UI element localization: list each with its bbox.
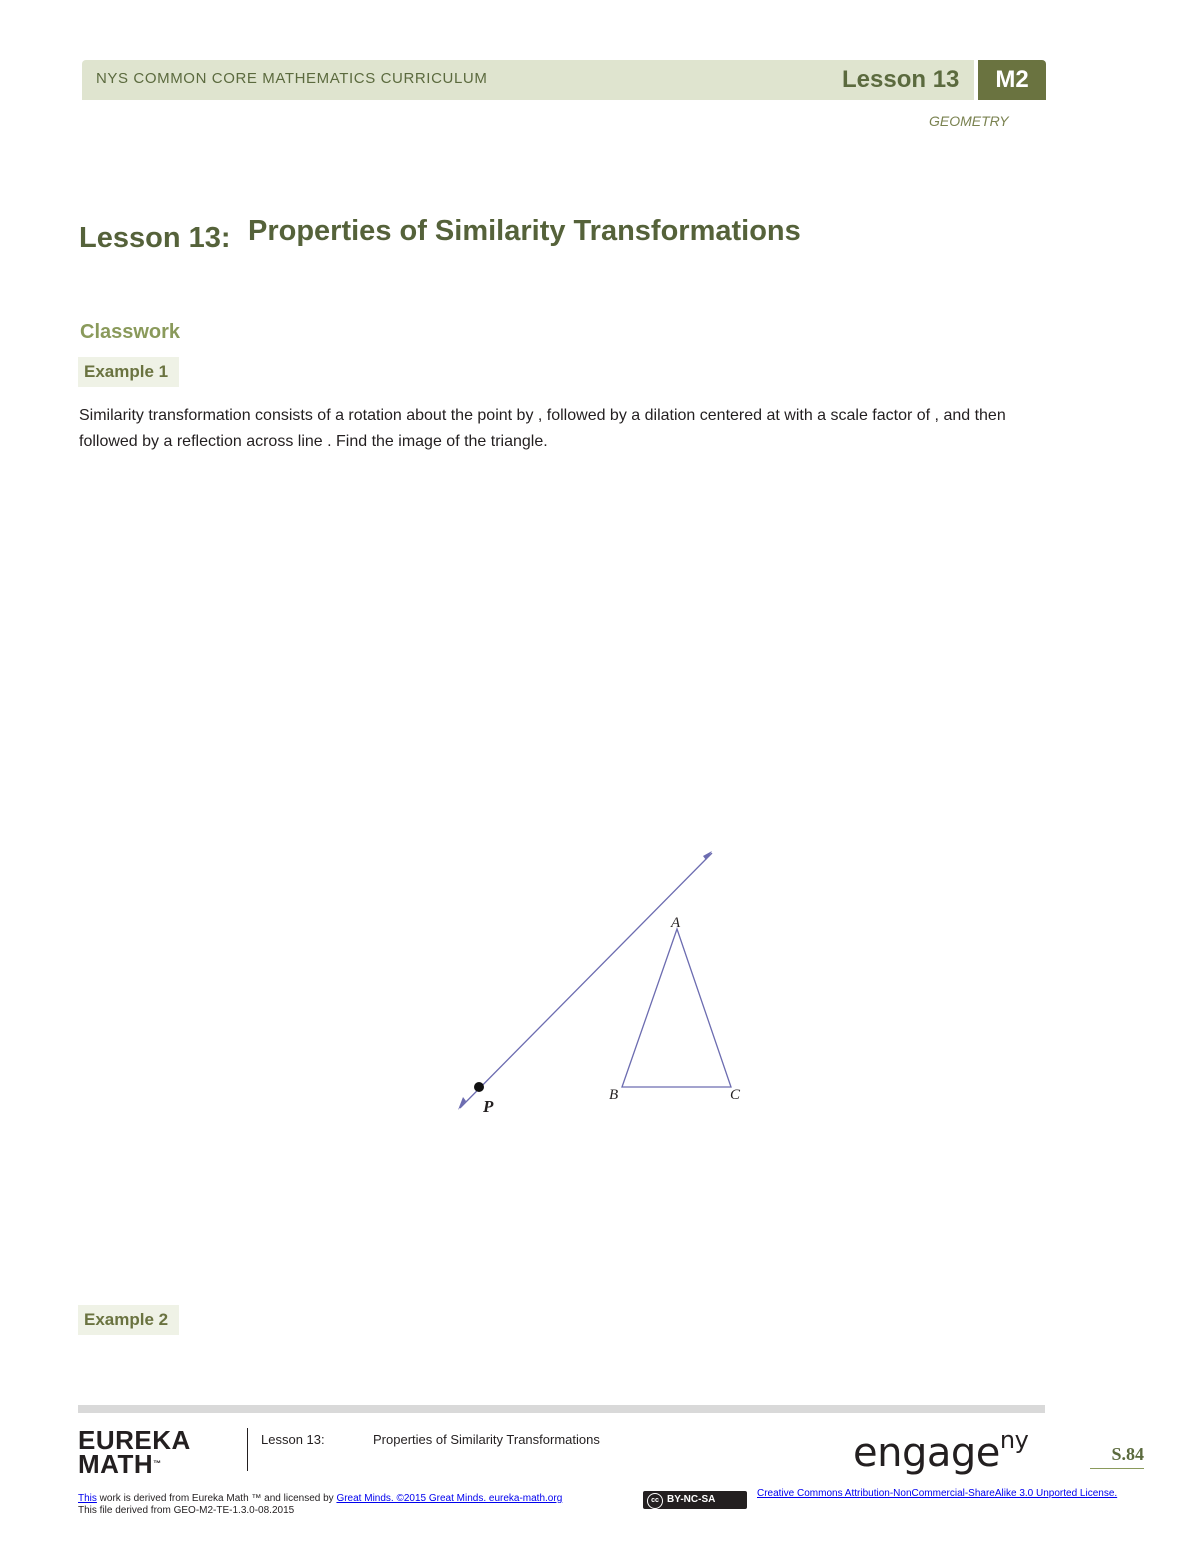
- page-number: S.84: [1090, 1444, 1144, 1469]
- module-badge: M2: [978, 60, 1046, 100]
- logo-line-1: EUREKA: [78, 1425, 191, 1455]
- footer-title: Properties of Similarity Transformations: [373, 1432, 600, 1447]
- license-text: work is derived from Eureka Math ™ and licensed by: [96, 1493, 337, 1504]
- label-c: C: [730, 1087, 741, 1103]
- point-p: [474, 1082, 484, 1092]
- footer-lesson: Lesson 13:: [261, 1432, 325, 1447]
- example-1-problem-text: Similarity transformation consists of a rotation about the point by , followed by a dilation centered at with a scale factor of , and then followed by a reflection across line . Find the image of the triangle.: [79, 407, 1006, 450]
- logo-line-2: MATH: [78, 1449, 154, 1479]
- label-b: B: [609, 1087, 619, 1103]
- cc-license-badge[interactable]: [643, 1491, 747, 1509]
- example-2-label: Example 2: [78, 1305, 179, 1335]
- cc-icon: cc: [647, 1493, 663, 1509]
- this-link[interactable]: This: [78, 1493, 97, 1504]
- triangle-abc: [622, 929, 731, 1087]
- cc-license-link[interactable]: Creative Commons Attribution-NonCommercial-ShareAlike 3.0 Unported License.: [757, 1488, 1118, 1499]
- label-a: A: [671, 915, 681, 931]
- cc-badge-text: BY-NC-SA: [667, 1494, 716, 1505]
- line-arrow-head-top: [703, 851, 712, 860]
- page-title: Properties of Similarity Transformations: [248, 215, 801, 247]
- example-1-label: Example 1: [78, 357, 179, 387]
- license-line-1: [78, 1493, 562, 1504]
- subject-label: GEOMETRY: [929, 113, 1009, 129]
- engageny-logo: [853, 1426, 1028, 1476]
- section-heading: Classwork: [80, 321, 181, 343]
- header-lesson-number: Lesson 13: [842, 66, 960, 93]
- label-p: P: [483, 1097, 494, 1116]
- engage-text: engage: [853, 1430, 1000, 1476]
- page-title-lesson: Lesson 13:: [79, 222, 231, 254]
- logo-trademark: ™: [153, 1459, 162, 1468]
- curriculum-title: NYS COMMON CORE MATHEMATICS CURRICULUM: [96, 70, 488, 87]
- great-minds-link[interactable]: Great Minds. ©2015 Great Minds. eureka-math.org: [336, 1493, 563, 1504]
- footer-divider: [247, 1428, 248, 1471]
- eureka-math-logo: [78, 1425, 191, 1479]
- footer-rule: [78, 1405, 1045, 1413]
- line-through-p: [460, 853, 712, 1108]
- license-line-2: This file derived from GEO-M2-TE-1.3.0-08.2015: [78, 1505, 295, 1516]
- engage-ny-text: ny: [999, 1426, 1029, 1454]
